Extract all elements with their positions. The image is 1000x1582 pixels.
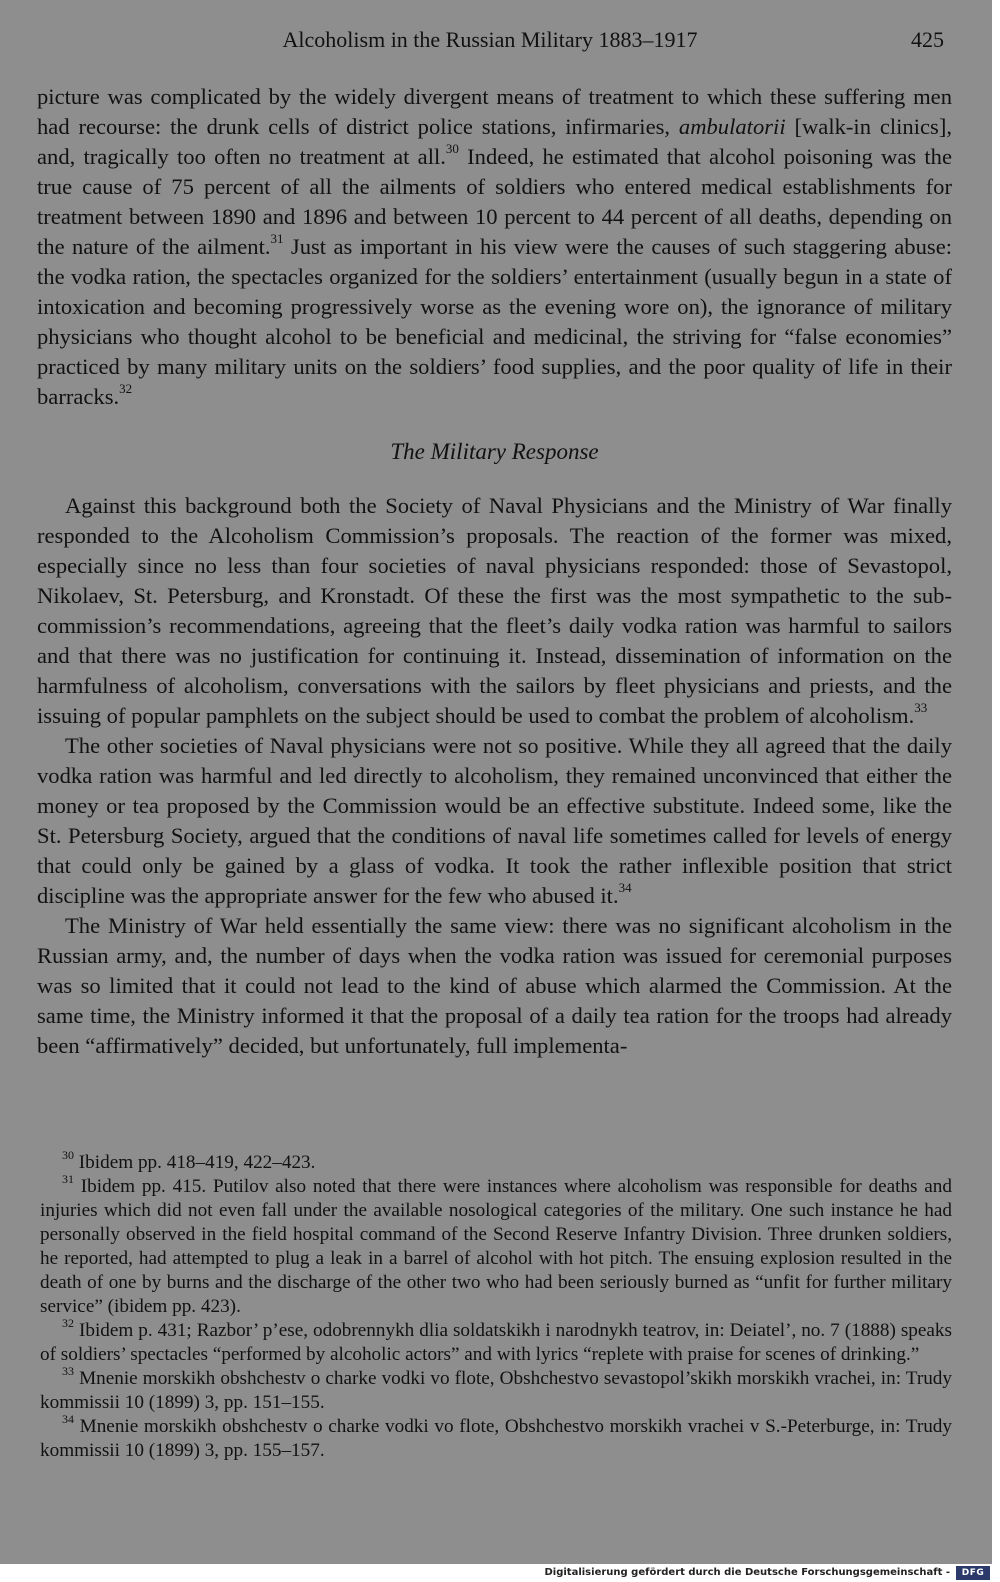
- italic-term: ambulatorii: [678, 114, 786, 139]
- running-head: [0, 24, 992, 56]
- footnote-34: [40, 1411, 952, 1463]
- footnote-text: Mnenie morskikh obshchestv o charke vodki vo flote, Obshchestvo sevastopol’skikh morskikh vrachei, in: Trudy kommissii 10 (1899) 3, pp. 151–155.: [40, 1368, 952, 1413]
- main-text: [37, 82, 952, 1061]
- section-heading: The Military Response: [390, 439, 599, 464]
- footnote-text: Ibidem p. 431; Razbor’ p’ese, odobrennykh dlia soldatskikh i narodnykh teatrov, in: Deiatel’, no. 7 (1888) speaks of soldiers’ spectacles “performed by alcoholic actors” and with lyrics “replete with praise for scenes of drinking.”: [40, 1320, 952, 1365]
- funding-credit: Digitalisierung gefördert durch die Deutsche Forschungsgemeinschaft -: [544, 1567, 950, 1578]
- paragraph-4-text: The Ministry of War held essentially the same view: there was no significant alcoholism in the Russian army, and, the number of days when the vodka ration was issued for ceremonial purposes was so limited that it could not lead to the kind of abuse which alarmed the Commission. At the same time, the Ministry informed it that the proposal of a daily tea ration for the troops had already been “affirmatively” decided, but unfortunately, full implementa-: [37, 913, 952, 1058]
- running-head-title: Alcoholism in the Russian Military 1883–1917: [282, 27, 698, 52]
- paragraph-3: [37, 731, 952, 911]
- footnote-31: [40, 1171, 952, 1319]
- paragraph-1-text-a: picture was complicated by the widely divergent means of treatment to which these suffering men had recourse: the drunk cells of district police stations, infirmaries,: [37, 84, 952, 139]
- paragraph-2: [37, 491, 952, 731]
- footnote-ref-31: 31: [270, 231, 284, 247]
- page-number: 425: [911, 27, 944, 52]
- footer-bar: [0, 1564, 1000, 1582]
- footnote-text: Ibidem pp. 415. Putilov also noted that there were instances where alcoholism was responsible for deaths and injuries which did not even fall under the available nosological categories of the military. One such instance he had personally observed in the field hospital command of the Second Reserve Infantry Division. Three drunken soldiers, he reported, had attempted to plug a leak in a barrel of alcohol with hot pitch. The ensuing explosion resulted in the death of one by burns and the discharge of the other two who had been seriously burned as “unfit for further military service” (ibidem pp. 423).: [40, 1176, 952, 1317]
- footnote-number: 30: [62, 1147, 74, 1162]
- footnote-number: 31: [62, 1171, 74, 1186]
- paragraph-1-text-c: Indeed, he estimated that alcohol poisoning was the true cause of 75 percent of all the ailments of soldiers who entered medical establishments for treatment between 1890 and 1896 and between 10 percent to 44 percent of all deaths, depending on the nature of the ailment.: [37, 144, 952, 259]
- paragraph-3-text: The other societies of Naval physicians were not so positive. While they all agreed that the daily vodka ration was harmful and led directly to alcoholism, they remained unconvinced that either the money or tea proposed by the Commission would be an effective substitute. Indeed some, like the St. Petersburg Society, argued that the conditions of naval life sometimes called for levels of energy that could only be gained by a glass of vodka. It took the rather inflexible position that strict discipline was the appropriate answer for the few who abused it.: [37, 733, 952, 908]
- footnote-number: 33: [62, 1363, 74, 1378]
- footnote-number: 34: [62, 1411, 74, 1426]
- footnote-30: [40, 1147, 952, 1175]
- footnote-text: Mnenie morskikh obshchestv o charke vodki vo flote, Obshchestvo morskikh vrachei v S.-Peterburge, in: Trudy kommissii 10 (1899) 3, pp. 155–157.: [40, 1416, 952, 1461]
- footnote-text: Ibidem pp. 418–419, 422–423.: [74, 1152, 316, 1173]
- dfg-logo-icon: DFG: [956, 1566, 990, 1580]
- footnotes: [40, 1147, 952, 1463]
- footnote-ref-33: 33: [914, 700, 928, 716]
- footnote-ref-34: 34: [618, 880, 632, 896]
- footnote-32: [40, 1315, 952, 1367]
- footnote-ref-30: 30: [445, 141, 459, 157]
- paragraph-1-text-b: [walk-in clinics], and, tragically too often no treatment at all.: [37, 114, 952, 169]
- footnote-ref-32: 32: [119, 381, 133, 397]
- paragraph-1-text-d: Just as important in his view were the causes of such staggering abuse: the vodka ration, the spectacles organized for the soldiers’ entertainment (usually begun in a state of intoxication and becoming progressively worse as the evening wore on), the ignorance of military physicians who thought alcohol to be beneficial and medicinal, the striving for “false economies” practiced by many military units on the soldiers’ food supplies, and the poor quality of life in their barracks.: [37, 234, 953, 409]
- footnote-number: 32: [62, 1315, 74, 1330]
- paragraph-2-text: Against this background both the Society of Naval Physicians and the Ministry of War finally responded to the Alcoholism Commission’s proposals. The reaction of the former was mixed, especially since no less than four societies of naval physicians responded: those of Sevastopol, Nikolaev, St. Petersburg, and Kronstadt. Of these the first was the most sympathetic to the sub-commission’s recommendations, agreeing that the fleet’s daily vodka ration was harmful to sailors and that there was no justification for continuing it. Instead, dissemination of information on the harmfulness of alcoholism, conversations with the sailors by fleet physicians and priests, and the issuing of popular pamphlets on the subject should be used to combat the problem of alcoholism.: [37, 493, 952, 728]
- paragraph-1: [37, 82, 952, 412]
- footnote-33: [40, 1363, 952, 1415]
- paragraph-4: [37, 911, 952, 1061]
